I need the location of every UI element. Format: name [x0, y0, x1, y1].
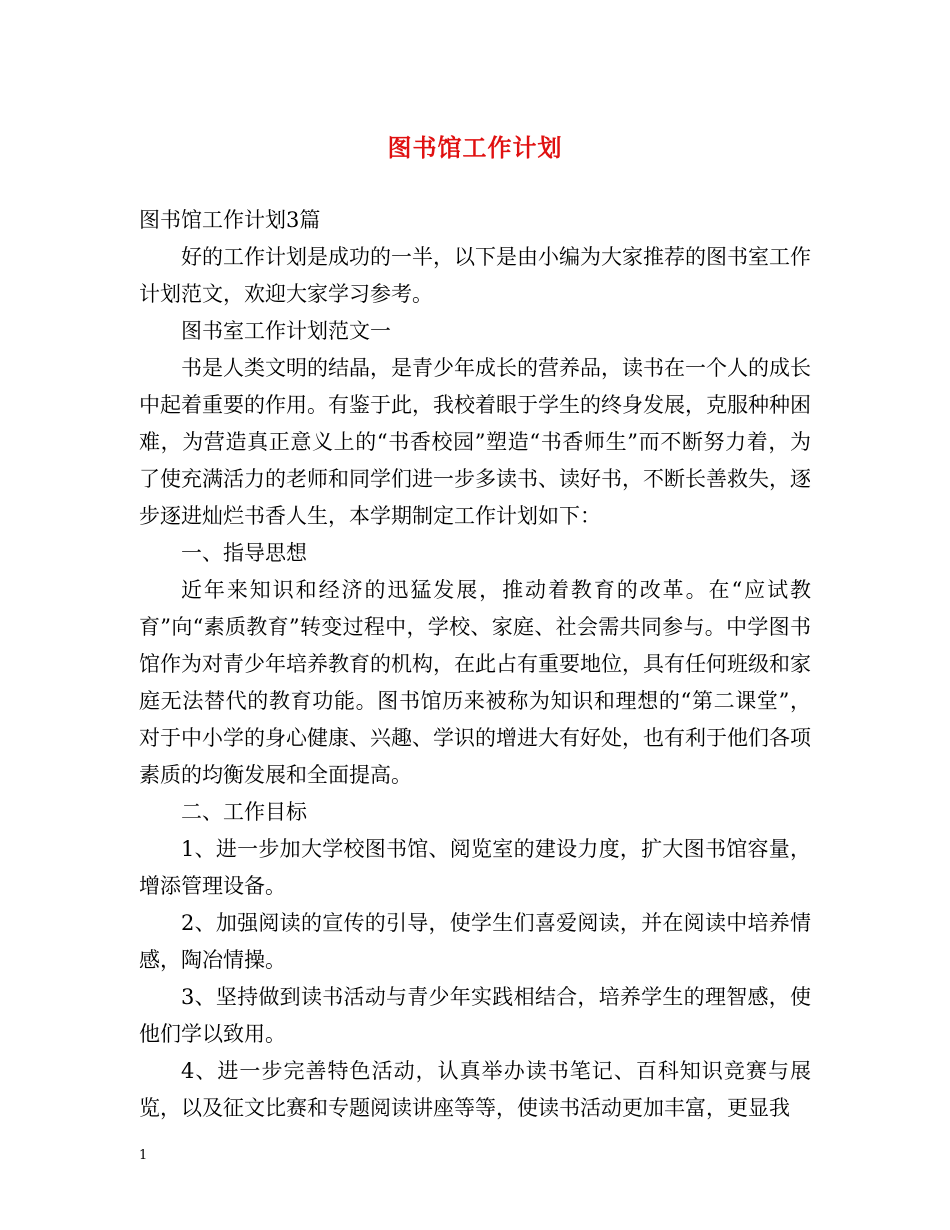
paragraph-goal-item: 1、进一步加大学校图书馆、阅览室的建设力度，扩大图书馆容量，增添管理设备。	[139, 837, 811, 898]
paragraph-subtitle: 图书馆工作计划3篇	[139, 208, 321, 232]
paragraph-heading-work-goals: 二、工作目标	[181, 800, 307, 824]
paragraph-body: 书是人类文明的结晶，是青少年成长的营养品，读书在一个人的成长中起着重要的作用。有鉴于此，我校着眼于学生的终身发展，克服种种困难，为营造真正意义上的“书香校园”塑造“书香师生”而不断努力着，为了使充满活力的老师和同学们进一步多读书、读好书，不断长善救失，逐步逐进灿烂书香人生，本学期制定工作计划如下：	[139, 356, 811, 528]
paragraph-goal-item: 4、进一步完善特色活动，认真举办读书笔记、百科知识竞赛与展览，以及征文比赛和专题阅读讲座等等，使读书活动更加丰富，更显我	[139, 1059, 811, 1120]
paragraph-goal-item: 3、坚持做到读书活动与青少年实践相结合，培养学生的理智感，使他们学以致用。	[139, 985, 811, 1046]
page-number: 1	[139, 1148, 148, 1163]
paragraph-section-heading: 图书室工作计划范文一	[181, 319, 391, 343]
paragraph-intro: 好的工作计划是成功的一半，以下是由小编为大家推荐的图书室工作计划范文，欢迎大家学习参考。	[139, 245, 811, 306]
document-body	[139, 202, 811, 1127]
paragraph-goal-item: 2、加强阅读的宣传的引导，使学生们喜爱阅读，并在阅读中培养情感，陶冶情操。	[139, 911, 811, 972]
paragraph-body: 近年来知识和经济的迅猛发展，推动着教育的改革。在“应试教育”向“素质教育”转变过程中，学校、家庭、社会需共同参与。中学图书馆作为对青少年培养教育的机构，在此占有重要地位，具有任何班级和家庭无法替代的教育功能。图书馆历来被称为知识和理想的“第二课堂”，对于中小学的身心健康、兴趣、学识的增进大有好处，也有利于他们各项素质的均衡发展和全面提高。	[139, 578, 811, 787]
paragraph-heading-guiding-thought: 一、指导思想	[181, 541, 307, 565]
document-title: 图书馆工作计划	[387, 133, 563, 162]
